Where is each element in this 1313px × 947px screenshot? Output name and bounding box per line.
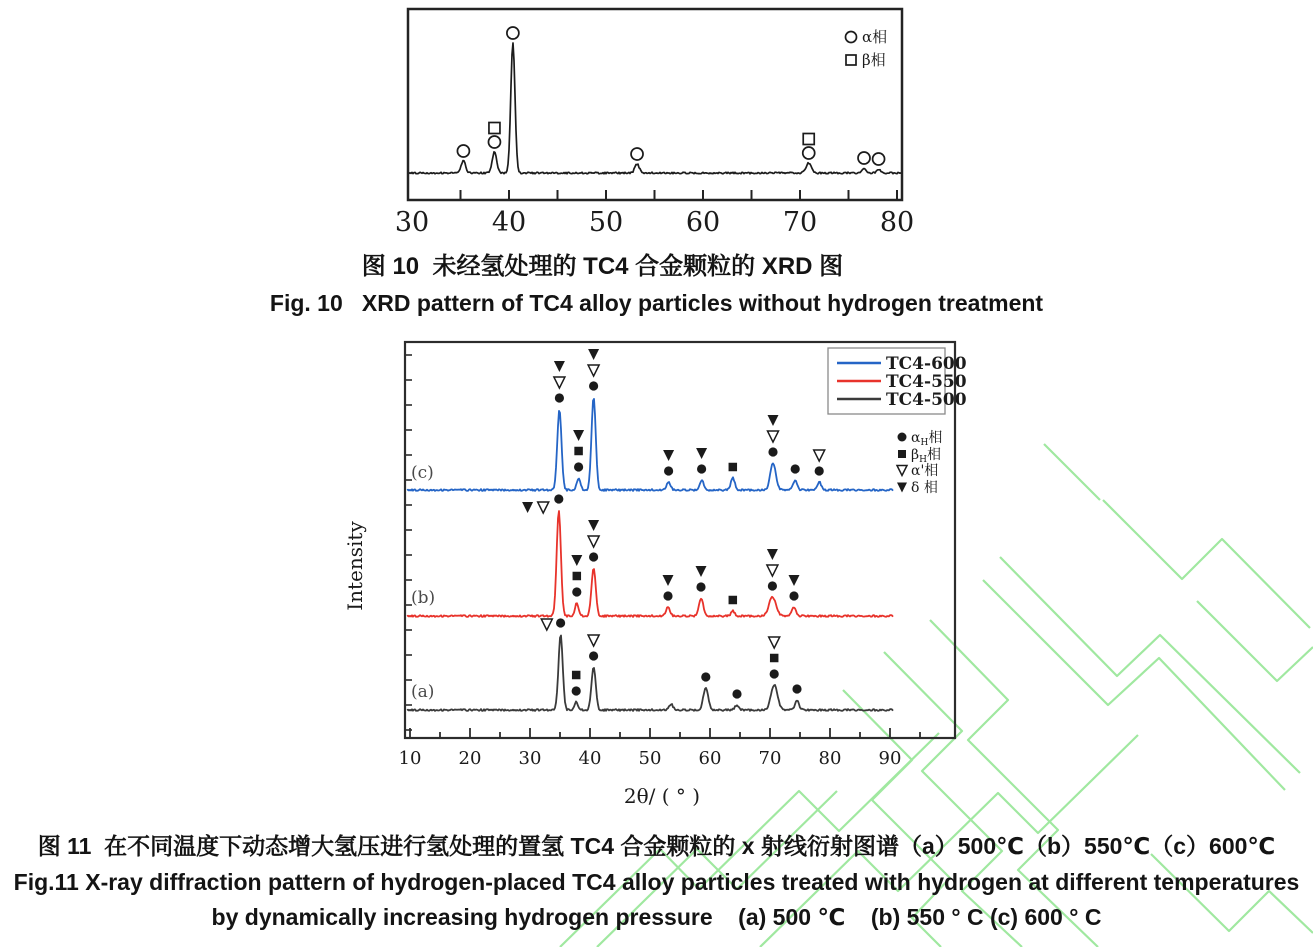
fig11-legend-label: TC4-550 — [886, 372, 967, 392]
fig10-x-tick-label: 60 — [685, 207, 721, 238]
fig11-legend-label: TC4-500 — [886, 390, 967, 410]
fig10-caption-zh: 图 10 未经氢处理的 TC4 合金颗粒的 XRD 图 — [361, 253, 844, 280]
fig11-x-tick-label: 60 — [698, 748, 722, 769]
fig11-peak-marker — [696, 582, 705, 591]
fig11-peak-marker — [574, 447, 583, 456]
watermark-stroke — [884, 652, 1022, 947]
fig10-caption-en: Fig. 10 XRD pattern of TC4 alloy particles without hydrogen treatment — [269, 290, 1044, 316]
fig11-peak-marker — [588, 520, 599, 531]
fig11-peak-marker — [554, 361, 565, 372]
fig10-curve — [409, 43, 901, 174]
fig11-peak-marker — [588, 349, 599, 360]
fig11-peak-marker — [729, 596, 738, 605]
fig11-curve-TC4-500 — [407, 636, 893, 711]
fig10-peak-marker — [803, 147, 815, 159]
fig11-panel-label: (a) — [411, 682, 435, 702]
fig10-peak-marker — [488, 136, 500, 148]
fig11-peak-marker — [556, 618, 565, 627]
fig11-caption-zh: 图 11 在不同温度下动态增大氢压进行氢处理的置氢 TC4 合金颗粒的 x 射线衍射图谱（a）500℃（b）550℃（c）600℃ — [37, 833, 1276, 859]
fig11-peak-marker — [664, 466, 673, 475]
fig10-x-tick-label: 40 — [491, 207, 527, 238]
fig11-curve-TC4-550 — [407, 511, 893, 617]
fig11-panel-label: (b) — [411, 588, 436, 608]
fig11-peak-marker — [791, 464, 800, 473]
fig11-peak-marker — [573, 572, 582, 581]
fig11-peak-marker — [696, 448, 707, 459]
fig10-x-tick-label: 50 — [588, 207, 624, 238]
fig11-x-tick-label: 70 — [758, 748, 782, 769]
fig11-peak-marker — [814, 450, 825, 461]
fig10-legend-label: α相 — [862, 28, 888, 46]
fig11-marker-legend-label: δ 相 — [911, 480, 938, 496]
fig11-marker-legend-label: $\alpha_H$相 — [911, 430, 943, 448]
fig10-x-tick-label: 30 — [394, 207, 430, 238]
fig11-peak-marker — [588, 536, 599, 547]
fig11-peak-marker — [697, 464, 706, 473]
fig11-peak-marker — [663, 575, 674, 586]
fig11-peak-marker — [768, 447, 777, 456]
fig11-marker-legend-label: α'相 — [911, 463, 939, 479]
fig11-x-tick-label: 20 — [458, 748, 482, 769]
fig11-x-tick-label: 50 — [638, 748, 662, 769]
fig11-peak-marker — [554, 494, 563, 503]
fig11-panel-label: (c) — [411, 463, 434, 483]
fig11-x-axis-label: 2θ/ ( ° ) — [623, 784, 701, 808]
fig11-legend-label: TC4-600 — [886, 354, 967, 374]
fig11-peak-marker — [770, 669, 779, 678]
fig11-peak-marker — [729, 463, 738, 472]
fig10-peak-marker — [507, 27, 519, 39]
fig11-caption-en-line1: Fig.11 X-ray diffraction pattern of hydrogen-placed TC4 alloy particles treated with hydrogen at different temperatures — [13, 869, 1300, 895]
fig11-peak-marker — [770, 654, 779, 663]
fig11-peak-marker — [574, 462, 583, 471]
fig11-xrd-chart — [343, 342, 967, 808]
fig10-x-tick-label: 80 — [879, 207, 915, 238]
fig11-peak-marker — [768, 431, 779, 442]
fig11-peak-marker — [701, 672, 710, 681]
fig11-peak-marker — [663, 591, 672, 600]
fig11-peak-marker — [522, 502, 533, 513]
fig11-x-tick-label: 80 — [818, 748, 842, 769]
watermark-stroke — [983, 580, 1285, 790]
fig11-marker-legend-symbol — [898, 433, 907, 442]
fig11-peak-marker — [572, 587, 581, 596]
fig11-marker-legend-label: $\beta_H$相 — [911, 447, 941, 465]
fig10-legend-label: β相 — [862, 51, 886, 69]
fig11-peak-marker — [588, 635, 599, 646]
fig11-peak-marker — [538, 502, 549, 513]
fig10-peak-marker — [858, 152, 870, 164]
fig11-peak-marker — [792, 684, 801, 693]
fig11-peak-marker — [573, 430, 584, 441]
fig11-peak-marker — [789, 591, 798, 600]
fig11-peak-marker — [815, 466, 824, 475]
fig10-legend-symbol — [846, 55, 856, 65]
fig11-marker-legend-symbol — [897, 466, 907, 476]
fig11-x-tick-label: 90 — [878, 748, 902, 769]
fig11-peak-marker — [589, 651, 598, 660]
fig10-peak-marker — [873, 153, 885, 165]
fig10-peak-marker — [631, 148, 643, 160]
fig11-peak-marker — [789, 575, 800, 586]
fig11-x-tick-label: 30 — [518, 748, 542, 769]
fig11-peak-marker — [554, 377, 565, 388]
fig11-peak-marker — [768, 581, 777, 590]
fig11-marker-legend-symbol — [898, 450, 906, 458]
fig10-x-tick-label: 70 — [782, 207, 818, 238]
fig11-peak-marker — [769, 637, 780, 648]
fig11-peak-marker — [555, 393, 564, 402]
fig11-peak-marker — [588, 365, 599, 376]
fig11-x-tick-label: 10 — [398, 748, 422, 769]
fig11-x-tick-label: 40 — [578, 748, 602, 769]
fig11-peak-marker — [589, 552, 598, 561]
fig10-peak-marker — [457, 145, 469, 157]
fig10-peak-marker — [489, 123, 500, 134]
fig11-peak-marker — [589, 381, 598, 390]
fig11-peak-marker — [663, 450, 674, 461]
fig11-peak-marker — [732, 689, 741, 698]
fig11-curve-TC4-600 — [407, 399, 893, 491]
fig10-xrd-chart — [395, 9, 914, 238]
fig11-peak-marker — [768, 415, 779, 426]
fig11-marker-legend-symbol — [897, 483, 907, 493]
fig11-peak-marker — [767, 565, 778, 576]
fig10-peak-marker — [803, 134, 814, 145]
fig11-y-axis-label: Intensity — [343, 521, 367, 611]
fig11-peak-marker — [541, 619, 552, 630]
fig11-peak-marker — [696, 566, 707, 577]
fig11-peak-marker — [572, 671, 581, 680]
fig11-caption-en-line2: by dynamically increasing hydrogen pressure (a) 500 ℃ (b) 550 ° C (c) 600 ° C — [211, 904, 1102, 930]
fig11-peak-marker — [571, 555, 582, 566]
fig11-peak-marker — [767, 549, 778, 560]
fig10-legend-symbol — [846, 32, 857, 43]
fig11-peak-marker — [572, 686, 581, 695]
fig10-plot-frame — [408, 9, 902, 200]
watermark-stroke — [1044, 444, 1100, 500]
watermark-stroke — [1103, 500, 1310, 628]
